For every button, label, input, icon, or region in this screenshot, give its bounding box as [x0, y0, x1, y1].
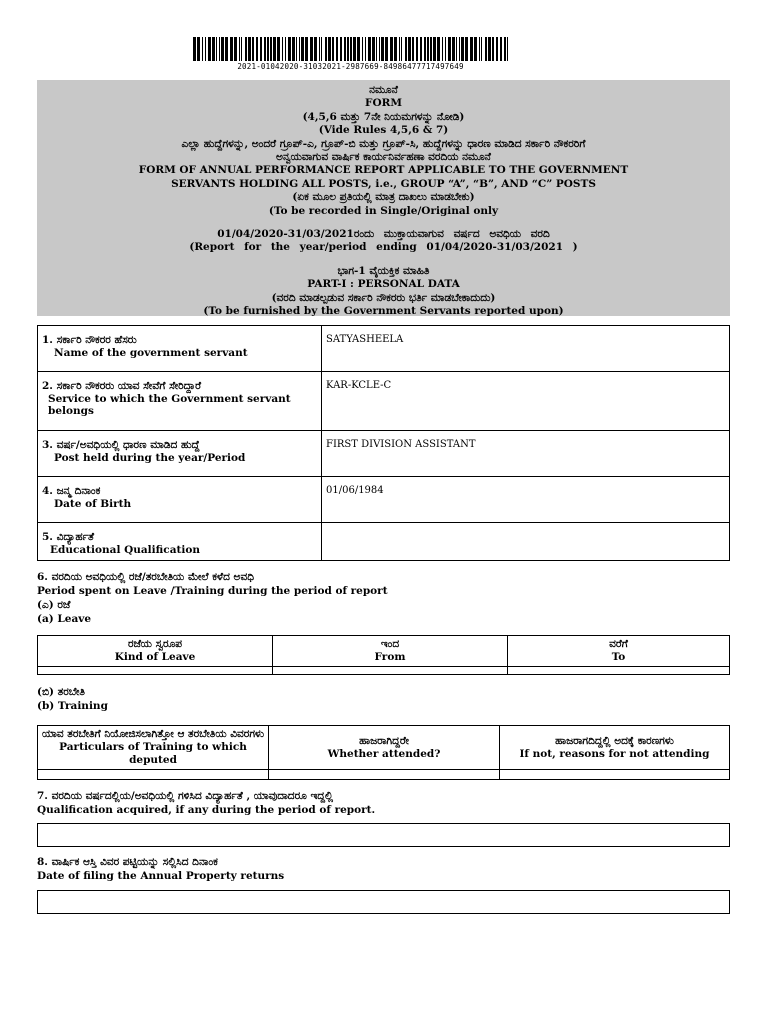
barcode-bar — [408, 37, 411, 61]
barcode-bar — [273, 37, 276, 61]
table-row — [38, 431, 730, 477]
leave-subtitle-kn: (ಎ) ರಜೆ — [37, 599, 71, 611]
barcode-bar — [420, 37, 422, 61]
barcode-bar — [427, 37, 429, 61]
form-title-en: FORM — [365, 97, 402, 110]
barcode-bar — [399, 37, 400, 61]
barcode-bar — [430, 37, 432, 61]
barcode-bar — [379, 37, 380, 61]
field-label-kn: 5. ವಿದ್ಯಾರ್ಹತೆ — [42, 531, 95, 543]
barcode-bar — [507, 37, 508, 61]
barcode-bar — [225, 37, 228, 61]
header-kn: ರಜೆಯ ಸ್ವರೂಪ — [127, 638, 183, 650]
barcode — [193, 37, 508, 61]
field-label-kn: 3. ವರ್ಷ/ಅವಧಿಯಲ್ಲಿ ಧಾರಣ ಮಾಡಿದ ಹುದ್ದೆ — [42, 439, 200, 451]
barcode-bar — [314, 37, 317, 61]
barcode-bar — [459, 37, 460, 61]
barcode-bar — [256, 37, 258, 61]
barcode-bar — [219, 37, 220, 61]
barcode-bar — [372, 37, 375, 61]
header-en: Kind of Leave — [114, 651, 196, 663]
barcode-bar — [267, 37, 269, 61]
barcode-bar — [325, 37, 327, 61]
barcode-bar — [230, 37, 233, 61]
personal-data-table — [37, 325, 730, 561]
part-title-kn: ಭಾಗ-1 ವೈಯಕ್ತಿಕ ಮಾಹಿತಿ — [337, 264, 430, 277]
barcode-bar — [437, 37, 440, 61]
barcode-bar — [442, 37, 443, 61]
barcode-bar — [394, 37, 397, 61]
report-period-en: (Report for the year/period ending 01/04/2020-31/03/2021 ) — [189, 241, 578, 254]
barcode-bar — [282, 37, 283, 61]
table-row — [38, 667, 730, 675]
dob-value[interactable]: 01/06/1984 — [322, 477, 730, 523]
barcode-bar — [193, 37, 196, 61]
header-en: Whether attended? — [327, 747, 441, 760]
barcode-bar — [241, 37, 242, 61]
property-returns-date-field[interactable] — [37, 890, 730, 914]
section8-title-en: Date of filing the Annual Property returns — [37, 870, 285, 882]
field-label-en: Post held during the year/Period — [54, 452, 246, 464]
field-label-kn: 1. ಸರ್ಕಾರಿ ನೌಕರರ ಹೆಸರು — [42, 334, 137, 346]
barcode-bar — [474, 37, 477, 61]
barcode-bar — [500, 37, 502, 61]
barcode-bar — [340, 37, 342, 61]
table-row — [38, 477, 730, 523]
barcode-bar — [260, 37, 262, 61]
section8-title-kn: 8. ವಾರ್ಷಿಕ ಆಸ್ತಿ ವಿವರ ಪಟ್ಟಿಯನ್ನು ಸಲ್ಲಿಸಿದ ದಿನಾಂಕ — [37, 856, 218, 868]
field-label-en: Service to which the Government servant belongs — [48, 393, 291, 417]
applicability-kn-1: ಎಲ್ಲಾ ಹುದ್ದೆಗಳನ್ನು, ಅಂದರೆ ಗ್ರೂಪ್-ಎ, ಗ್ರೂಪ್-ಬಿ ಮತ್ತು ಗ್ರೂಪ್-ಸಿ, ಹುದ್ದೆಗಳನ್ನು ಧಾರಣ ಮಾಡಿದ ಸರ್ಕಾರಿ ನೌಕರರಿಗೆ — [181, 137, 586, 150]
barcode-bar — [496, 37, 498, 61]
barcode-bar — [381, 37, 384, 61]
barcode-bar — [288, 37, 291, 61]
barcode-bar — [357, 37, 360, 61]
barcode-bar — [296, 37, 297, 61]
table-row — [38, 770, 730, 780]
rules-en: (Vide Rules 4,5,6 & 7) — [318, 124, 449, 137]
header-kn: ಇಂದ — [380, 638, 400, 650]
leave-subtitle-en: (a) Leave — [37, 613, 92, 625]
section8-heading — [37, 855, 284, 883]
barcode-bar — [424, 37, 426, 61]
header-en: If not, reasons for not attending — [519, 747, 710, 760]
barcode-bar — [202, 37, 203, 61]
header-en: From — [374, 651, 406, 663]
part-title-en: PART-I : PERSONAL DATA — [307, 278, 460, 291]
barcode-bar — [452, 37, 455, 61]
barcode-bar — [234, 37, 237, 61]
barcode-bar — [248, 37, 251, 61]
post-value[interactable]: FIRST DIVISION ASSISTANT — [322, 431, 730, 477]
column-header — [269, 726, 500, 770]
barcode-bar — [328, 37, 331, 61]
barcode-bar — [401, 37, 402, 61]
field-label-en: Name of the government servant — [54, 347, 248, 359]
barcode-number: 2021-01042020-31032021-2987669-84986477717497649 — [237, 62, 464, 71]
barcode-bar — [492, 37, 494, 61]
barcode-bar — [433, 37, 436, 61]
furnish-note-en: (To be furnished by the Government Servants reported upon) — [203, 305, 564, 318]
barcode-bar — [481, 37, 482, 61]
barcode-bar — [277, 37, 280, 61]
column-header — [38, 636, 273, 667]
field-label-en: Educational Qualification — [50, 544, 200, 556]
barcode-bar — [344, 37, 346, 61]
record-note-kn: (ಏಕ ಮೂಲ ಪ್ರತಿಯಲ್ಲಿ ಮಾತ್ರ ದಾಖಲು ಮಾಡಬೇಕು) — [292, 191, 475, 204]
header-kn: ವರೆಗೆ — [609, 638, 628, 650]
table-header-row — [38, 636, 730, 667]
barcode-bar — [299, 37, 300, 61]
barcode-bar — [208, 37, 211, 61]
barcode-bar — [504, 37, 506, 61]
barcode-bar — [301, 37, 304, 61]
barcode-bar — [461, 37, 464, 61]
applicability-kn-2: ಅನ್ವಯವಾಗುವ ವಾರ್ಷಿಕ ಕಾರ್ಯನಿರ್ವಹಣಾ ವರದಿಯ ನಮೂನೆ — [276, 151, 491, 164]
header-kn: ಯಾವ ತರಬೇತಿಗೆ ನಿಯೋಜಿಸಲಾಗಿತ್ತೋ ಆ ತರಬೇತಿಯ ವಿವರಗಳು — [41, 728, 265, 740]
barcode-bar — [376, 37, 377, 61]
table-row — [38, 372, 730, 431]
barcode-bar — [353, 37, 356, 61]
barcode-bar — [350, 37, 352, 61]
barcode-bar — [205, 37, 206, 61]
barcode-bar — [488, 37, 491, 61]
furnish-note-kn: (ವರದಿ ಮಾಡಲ್ಪಡುವ ಸರ್ಕಾರಿ ನೌಕರರು ಭರ್ತಿ ಮಾಡಬೇಕಾದುದು) — [271, 291, 496, 304]
barcode-bar — [485, 37, 487, 61]
barcode-bar — [285, 37, 286, 61]
barcode-bar — [310, 37, 313, 61]
barcode-bar — [416, 37, 418, 61]
section6-title-kn: 6. ವರದಿಯ ಅವಧಿಯಲ್ಲಿ ರಜೆ/ತರಬೇತಿಯ ಮೇಲೆ ಕಳೆದ ಅವಧಿ — [37, 571, 254, 583]
barcode-bar — [264, 37, 266, 61]
training-subtitle-kn: (ಬಿ) ತರಬೇತಿ — [37, 686, 85, 698]
column-header — [38, 726, 269, 770]
barcode-bar — [221, 37, 224, 61]
table-row — [38, 523, 730, 561]
rules-kn: (4,5,6 ಮತ್ತು 7ನೇ ನಿಯಮಗಳನ್ನು ನೋಡಿ) — [302, 110, 465, 123]
form-header — [37, 80, 730, 316]
barcode-bar — [390, 37, 393, 61]
barcode-bar — [245, 37, 247, 61]
training-attended-cell[interactable] — [269, 770, 500, 780]
barcode-bar — [362, 37, 363, 61]
barcode-bar — [305, 37, 308, 61]
column-header — [500, 726, 730, 770]
barcode-bar — [321, 37, 322, 61]
record-note-en: (To be recorded in Single/Original only — [268, 204, 499, 217]
header-en: To — [611, 651, 626, 663]
barcode-bar — [319, 37, 320, 61]
barcode-bar — [470, 37, 473, 61]
barcode-bar — [292, 37, 295, 61]
section7-title-kn: 7. ವರದಿಯ ವರ್ಷದಲ್ಲಿಯ/ಅವಧಿಯಲ್ಲಿ ಗಳಿಸಿದ ವಿದ್ಯಾರ್ಹತೆ , ಯಾವುದಾದರೂ ಇದ್ದಲ್ಲಿ — [37, 790, 333, 802]
qualification-value[interactable] — [322, 523, 730, 561]
barcode-bar — [216, 37, 217, 61]
barcode-bar — [332, 37, 334, 61]
leave-to-cell[interactable] — [508, 667, 730, 675]
leave-from-cell[interactable] — [273, 667, 508, 675]
training-subtitle-en: (b) Training — [37, 700, 108, 712]
barcode-bar — [405, 37, 407, 61]
section7-title-en: Qualification acquired, if any during the period of report. — [37, 804, 376, 816]
applicability-en-2: SERVANTS HOLDING ALL POSTS, i.e., GROUP “A”, “B”, AND “C” POSTS — [171, 177, 596, 190]
barcode-bar — [479, 37, 480, 61]
barcode-bar — [456, 37, 457, 61]
section6-title-en: Period spent on Leave /Training during the period of report — [37, 585, 388, 597]
name-value[interactable]: SATYASHEELA — [322, 326, 730, 372]
section6-heading — [37, 570, 388, 626]
barcode-bar — [445, 37, 446, 61]
section7-heading — [37, 789, 375, 817]
barcode-bar — [197, 37, 200, 61]
barcode-bar — [365, 37, 366, 61]
barcode-bar — [336, 37, 338, 61]
training-heading — [37, 685, 108, 713]
leave-table — [37, 635, 730, 675]
table-header-row — [38, 726, 730, 770]
barcode-bar — [385, 37, 388, 61]
column-header — [508, 636, 730, 667]
barcode-bar — [252, 37, 254, 61]
leave-kind-cell[interactable] — [38, 667, 273, 675]
training-reasons-cell[interactable] — [500, 770, 730, 780]
form-title-kn: ನಮೂನೆ — [369, 84, 398, 96]
training-particulars-cell[interactable] — [38, 770, 269, 780]
header-en: Particulars of Training to which deputed — [59, 741, 247, 766]
service-value[interactable]: KAR-KCLE-C — [322, 372, 730, 431]
header-kn: ಹಾಜರಾಗಿದ್ದರೇ — [359, 734, 409, 747]
header-kn: ಹಾಜರಾಗದಿದ್ದಲ್ಲಿ ಅದಕ್ಕೆ ಕಾರಣಗಳು — [555, 734, 674, 747]
barcode-bar — [448, 37, 451, 61]
barcode-bar — [347, 37, 349, 61]
field-label-kn: 2. ಸರ್ಕಾರಿ ನೌಕರರು ಯಾವ ಸೇವೆಗೆ ಸೇರಿದ್ದಾರೆ — [42, 380, 202, 392]
barcode-bar — [368, 37, 371, 61]
barcode-bar — [270, 37, 272, 61]
barcode-bar — [212, 37, 215, 61]
column-header — [273, 636, 508, 667]
table-row — [38, 326, 730, 372]
training-table — [37, 725, 730, 780]
barcode-bar — [465, 37, 468, 61]
qualification-acquired-field[interactable] — [37, 823, 730, 847]
report-period-kn: 01/04/2020-31/03/2021ರಂದು ಮುಕ್ತಾಯವಾಗುವ ವರ್ಷದ ಅವಧಿಯ ವರದಿ — [217, 228, 550, 241]
field-label-kn: 4. ಜನ್ಮ ದಿನಾಂಕ — [42, 485, 101, 497]
applicability-en-1: FORM OF ANNUAL PERFORMANCE REPORT APPLICABLE TO THE GOVERNMENT — [138, 164, 629, 177]
field-label-en: Date of Birth — [54, 498, 132, 510]
barcode-bar — [412, 37, 414, 61]
barcode-bar — [239, 37, 240, 61]
